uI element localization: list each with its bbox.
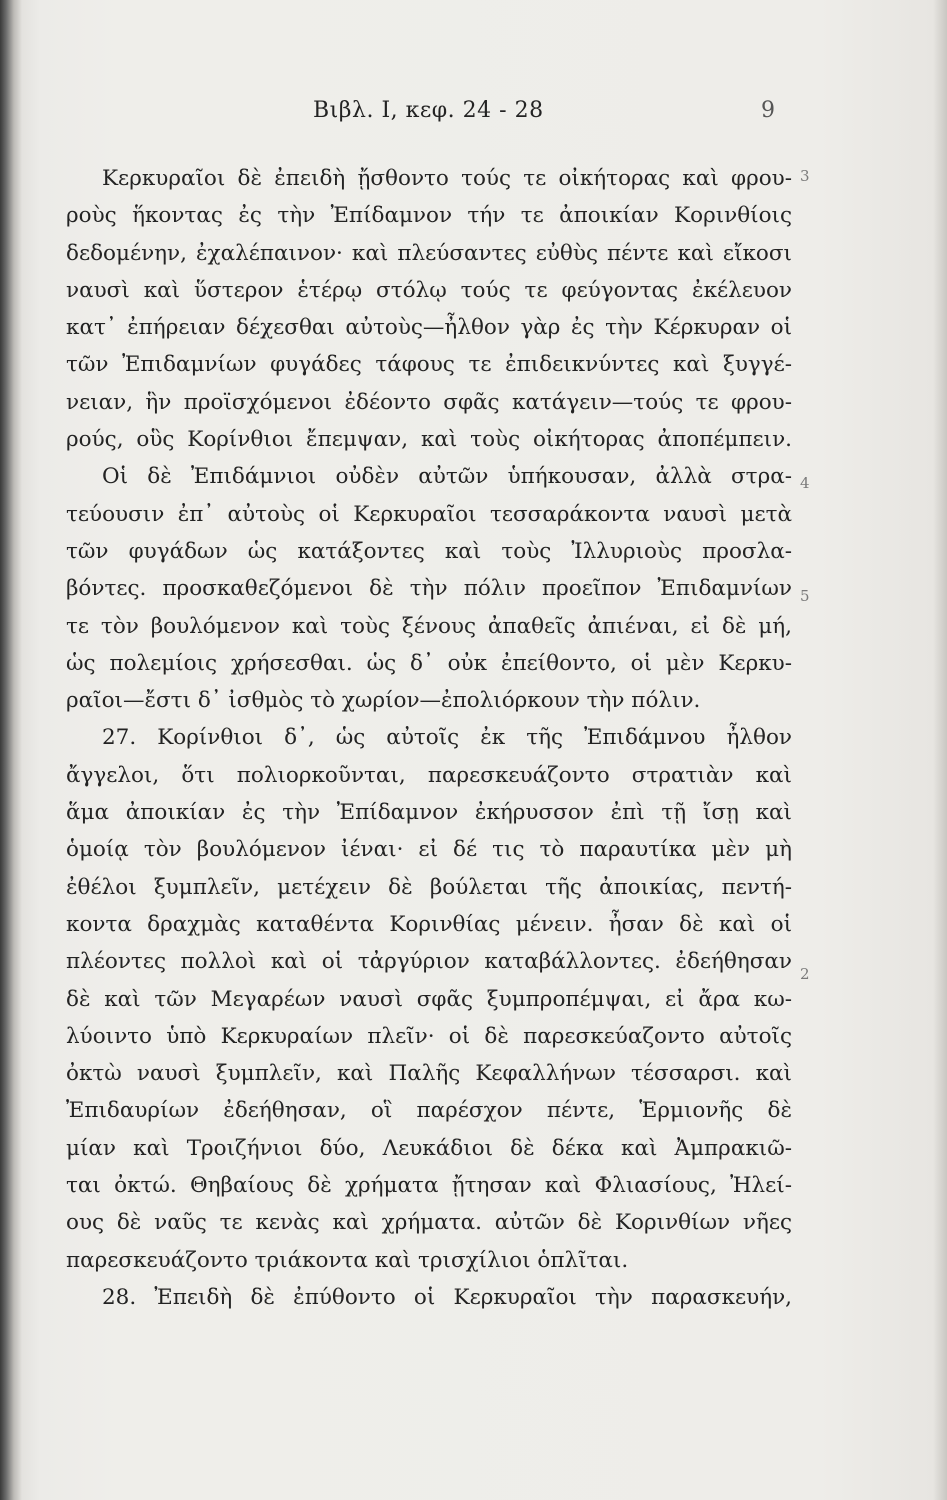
text-line: δεδομένην, ἐχαλέπαινον· καὶ πλεύσαντες εὐθὺς πέντε καὶ εἴκοσι	[66, 240, 792, 266]
margin-section-number: 4	[800, 474, 810, 492]
text-line: Οἱ δὲ Ἐπιδάμνιοι οὐδὲν αὐτῶν ὑπήκουσαν, ἀλλὰ στρα-	[102, 464, 792, 490]
text-line: 28. Ἐπειδὴ δὲ ἐπύθοντο οἱ Κερκυραῖοι τὴν παρασκευήν,	[102, 1284, 792, 1310]
text-line: ται ὀκτώ. Θηβαίους δὲ χρήματα ᾔτησαν καὶ Φλιασίους, Ἠλεί-	[66, 1173, 792, 1199]
text-line: ὁμοίᾳ τὸν βουλόμενον ἰέναι· εἰ δέ τις τὸ παραυτίκα μὲν μὴ	[66, 837, 792, 863]
margin-section-number: 2	[800, 965, 810, 983]
page-binding-shadow	[0, 0, 22, 1500]
text-line: δὲ καὶ τῶν Μεγαρέων ναυσὶ σφᾶς ξυμπροπέμψαι, εἰ ἄρα κω-	[66, 986, 792, 1012]
text-line: τεύουσιν ἐπ᾽ αὐτοὺς οἱ Κερκυραῖοι τεσσαράκοντα ναυσὶ μετὰ	[66, 501, 792, 527]
text-line: ους δὲ ναῦς τε κενὰς καὶ χρήματα. αὐτῶν δὲ Κορινθίων νῆες	[66, 1210, 792, 1236]
text-line: τῶν φυγάδων ὡς κατάξοντες καὶ τοὺς Ἰλλυριοὺς προσλα-	[66, 538, 792, 564]
text-line: κοντα δραχμὰς καταθέντα Κορινθίας μένειν. ἦσαν δὲ καὶ οἱ	[66, 911, 792, 937]
text-line: τε τὸν βουλόμενον καὶ τοὺς ξένους ἀπαθεῖς ἀπιέναι, εἰ δὲ μή,	[66, 613, 792, 639]
text-line: παρεσκευάζοντο τριάκοντα καὶ τρισχίλιοι ὁπλῖται.	[66, 1247, 629, 1273]
body-text	[66, 160, 792, 1316]
margin-section-number: 5	[800, 587, 810, 605]
text-line: ὀκτὼ ναυσὶ ξυμπλεῖν, καὶ Παλῆς Κεφαλλήνων τέσσαρσι. καὶ	[66, 1061, 792, 1087]
text-line: νειαν, ἣν προϊσχόμενοι ἐδέοντο σφᾶς κατάγειν—τούς τε φρου-	[66, 389, 792, 415]
text-line: λύοιντο ὑπὸ Κερκυραίων πλεῖν· οἱ δὲ παρεσκεύαζοντο αὐτοῖς	[66, 1023, 792, 1049]
text-line: Κερκυραῖοι δὲ ἐπειδὴ ᾔσθοντο τούς τε οἰκήτορας καὶ φρου-	[102, 166, 792, 191]
text-line: ροὺς ἥκοντας ἐς τὴν Ἐπίδαμνον τήν τε ἀποικίαν Κορινθίοις	[66, 203, 792, 229]
text-line: ρούς, οὓς Κορίνθιοι ἔπεμψαν, καὶ τοὺς οἰκήτορας ἀποπέμπειν.	[66, 427, 792, 453]
text-line: τῶν Ἐπιδαμνίων φυγάδες τάφους τε ἐπιδεικνύντες καὶ ξυγγέ-	[66, 352, 792, 378]
text-line: βόντες. προσκαθεζόμενοι δὲ τὴν πόλιν προεῖπον Ἐπιδαμνίων	[66, 576, 792, 602]
text-line: πλέοντες πολλοὶ καὶ οἱ τἀργύριον καταβάλλοντες. ἐδεήθησαν	[66, 949, 792, 975]
text-line: ραῖοι—ἔστι δ᾽ ἰσθμὸς τὸ χωρίον—ἐπολιόρκουν τὴν πόλιν.	[66, 688, 701, 714]
text-line: 27. Κορίνθιοι δ᾽, ὡς αὐτοῖς ἐκ τῆς Ἐπιδάμνου ἦλθον	[102, 725, 792, 751]
text-line: Ἐπιδαυρίων ἐδεήθησαν, οἳ παρέσχον πέντε, Ἑρμιονῆς δὲ	[66, 1098, 792, 1124]
text-line: μίαν καὶ Τροιζήνιοι δύο, Λευκάδιοι δὲ δέκα καὶ Ἀμπρακιῶ-	[66, 1135, 792, 1161]
page-header	[0, 98, 947, 138]
page-number: 9	[761, 98, 775, 123]
text-line: ναυσὶ καὶ ὕστερον ἑτέρῳ στόλῳ τούς τε φεύγοντας ἐκέλευον	[66, 277, 792, 303]
text-line: ἄγγελοι, ὅτι πολιορκοῦνται, παρεσκευάζοντο στρατιὰν καὶ	[66, 762, 792, 788]
text-line: ἐθέλοι ξυμπλεῖν, μετέχειν δὲ βούλεται τῆς ἀποικίας, πεντή-	[66, 874, 792, 900]
text-line: ἅμα ἀποικίαν ἐς τὴν Ἐπίδαμνον ἐκήρυσσον ἐπὶ τῇ ἴσῃ καὶ	[66, 800, 792, 826]
text-line: ὡς πολεμίοις χρήσεσθαι. ὡς δ᾽ οὐκ ἐπείθοντο, οἱ μὲν Κερκυ-	[66, 650, 792, 676]
running-head: Βιβλ. Ι, κεφ. 24 - 28	[313, 98, 544, 123]
page-edge-shadow	[933, 0, 947, 1500]
margin-section-number: 3	[800, 167, 810, 185]
text-line: κατ᾽ ἐπήρειαν δέχεσθαι αὐτοὺς—ἦλθον γὰρ ἐς τὴν Κέρκυραν οἱ	[66, 315, 792, 341]
